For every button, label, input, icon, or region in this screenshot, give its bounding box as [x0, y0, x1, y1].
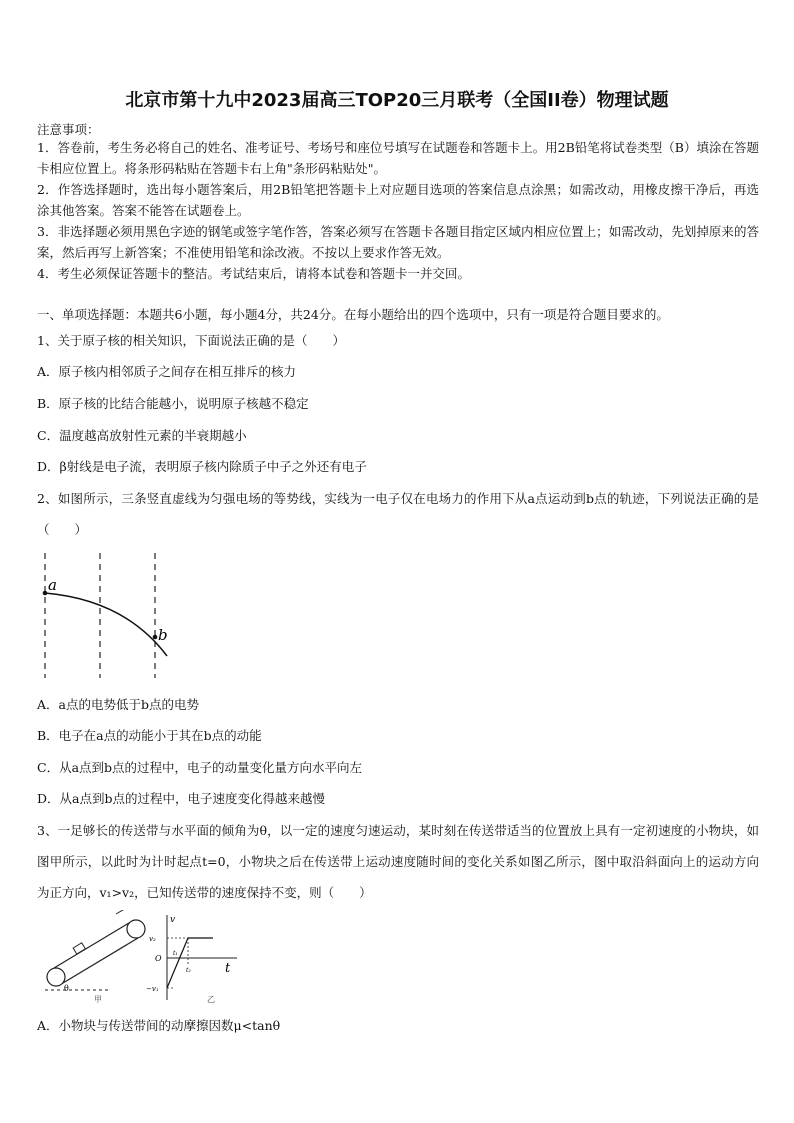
v2-label: v₂: [149, 935, 156, 943]
origin-label: O: [155, 954, 162, 963]
q1-option-d: D．β射线是电子流，表明原子核内除质子中子之外还有电子: [37, 459, 367, 474]
page-title: 北京市第十九中2023届高三TOP20三月联考（全国II卷）物理试题: [125, 90, 669, 111]
section-heading: 一、单项选择题：本题共6小题，每小题4分，共24分。在每小题给出的四个选项中，只有一项是符合题目要求的。: [37, 307, 669, 322]
q2-field-figure: [30, 548, 180, 683]
notice-item-2: 2．作答选择题时，选出每小题答案后，用2B铅笔把答题卡上对应题目选项的答案信息点涂黑；如需改动，用橡皮擦干净后，再选涂其他答案。答案不能答在试题卷上。: [37, 182, 759, 218]
q1-stem: 1、关于原子核的相关知识，下面说法正确的是（ ）: [37, 333, 345, 348]
q3-stem: 3、一足够长的传送带与水平面的倾角为θ，以一定的速度匀速运动，某时刻在传送带适当的位置放上具有一定初速度的小物块，如图甲所示，以此时为计时起点t=0，小物块之后在传送带上运动速度随时间的变化关系如图乙所示，图中取沿斜面向上的运动方向为正方向，v₁>v₂，已知传送带的速度保持不变，则（ ）: [37, 823, 759, 900]
q2-option-a: A．a点的电势低于b点的电势: [37, 697, 199, 712]
velocity-curve: [167, 938, 213, 988]
belt-top: [54, 920, 134, 968]
point-b-dot: [153, 635, 158, 640]
fig-yi-caption: 乙: [207, 995, 215, 1004]
q1-option-c: C．温度越高放射性元素的半衰期越小: [37, 428, 247, 443]
q3-vt-graph-yi: [145, 910, 245, 1005]
lower-roller: [47, 968, 65, 986]
t-axis-label: t: [225, 961, 231, 976]
notice-item-4: 4．考生必须保证答题卡的整洁。考试结束后，请将本试卷和答题卡一并交回。: [37, 266, 470, 281]
t1-label: t₁: [173, 950, 178, 957]
block: [73, 943, 85, 954]
notice-item-3: 3．非选择题必须用黑色字迹的钢笔或签字笔作答，答案必须写在答题卡各题目指定区域内相应位置上；如需改动，先划掉原来的答案，然后再写上新答案；不准使用铅笔和涂改液。不按以上要求作答无效。: [37, 224, 759, 260]
notice-item-1: 1．答卷前，考生务必将自己的姓名、准考证号、考场号和座位号填写在试题卷和答题卡上。用2B铅笔将试卷类型（B）填涂在答题卡相应位置上。将条形码粘贴在答题卡右上角"条形码粘贴处"。: [37, 140, 759, 176]
electron-trajectory: [45, 593, 167, 656]
q2-option-d: D．从a点到b点的过程中，电子速度变化得越来越慢: [37, 791, 325, 806]
q2-option-b: B．电子在a点的动能小于其在b点的动能: [37, 728, 262, 743]
q3-option-a: A．小物块与传送带间的动摩擦因数μ<tanθ: [37, 1018, 281, 1033]
point-a-label: a: [48, 576, 57, 594]
notice-heading: 注意事项：: [37, 122, 100, 137]
q1-option-a: A．原子核内相邻质子之间存在相互排斥的核力: [37, 364, 297, 379]
point-b-label: b: [158, 626, 168, 644]
belt-bottom: [58, 938, 138, 986]
point-a-dot: [43, 591, 48, 596]
q1-option-b: B．原子核的比结合能越小，说明原子核越不稳定: [37, 396, 309, 411]
q3-conveyor-figure-jia: [40, 910, 150, 1005]
v-axis-label: v: [170, 915, 176, 925]
neg-v1-label: −v₁: [146, 985, 159, 993]
motion-arrow: [116, 910, 128, 914]
fig-jia-caption: 甲: [94, 995, 102, 1004]
theta-label: θ: [64, 984, 69, 993]
q2-stem: 2、如图所示，三条竖直虚线为匀强电场的等势线，实线为一电子仅在电场力的作用下从a点运动到b点的轨迹，下列说法正确的是（ ）: [37, 491, 759, 537]
upper-roller: [127, 920, 145, 938]
t2-label: t₂: [186, 967, 191, 974]
q2-option-c: C．从a点到b点的过程中，电子的动量变化量方向水平向左: [37, 760, 363, 775]
